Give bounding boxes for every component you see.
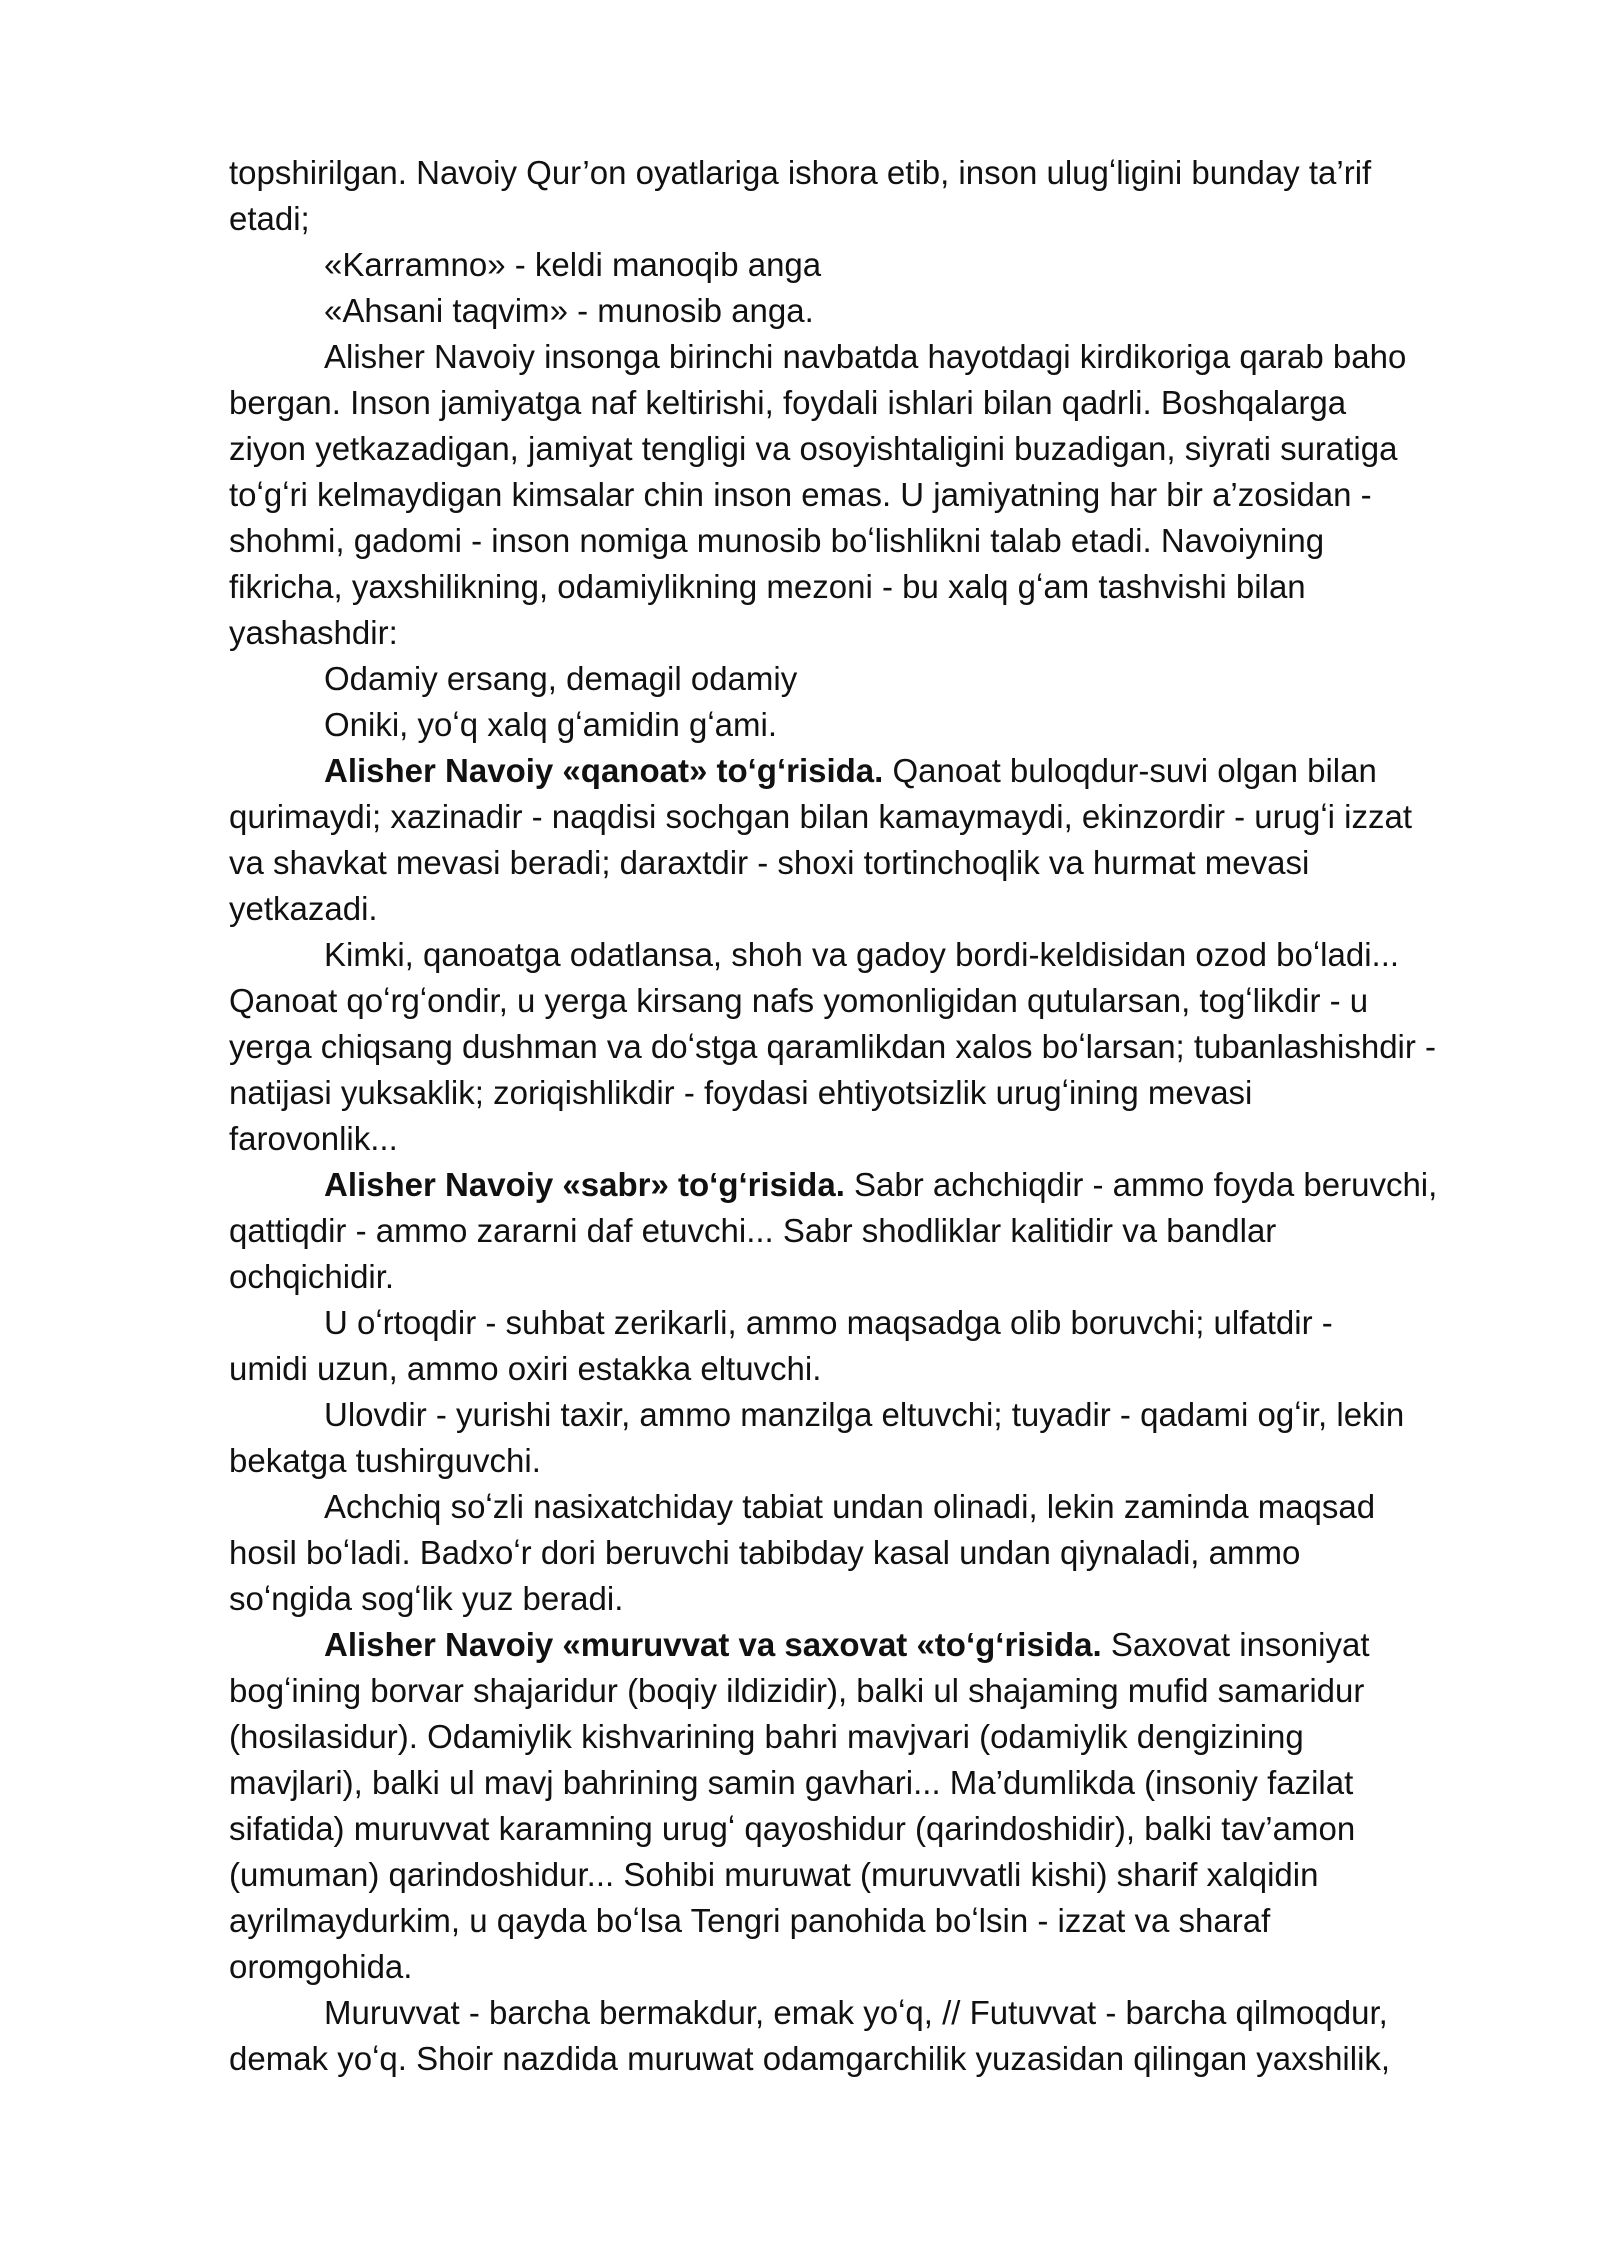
text-line: [229, 334, 1489, 380]
line-text: «Karramno» - keldi manoqib anga: [324, 246, 822, 283]
text-line: [229, 1300, 1489, 1346]
line-text: hosil boʻladi. Badxoʻr dori beruvchi tabibday kasal undan qiynaladi, ammo: [229, 1534, 1301, 1571]
line-text: Muruvvat - barcha bermakdur, emak yoʻq, // Futuvvat - barcha qilmoqdur,: [324, 1994, 1388, 2031]
line-text: shohmi, gadomi - inson nomiga munosib boʻlishlikni talab etadi. Navoiyning: [229, 522, 1325, 559]
text-line: [229, 840, 1489, 886]
text-line: [229, 150, 1489, 196]
line-text: etadi;: [229, 200, 310, 237]
text-line: [229, 1714, 1489, 1760]
line-text: U oʻrtoqdir - suhbat zerikarli, ammo maqsadga olib boruvchi; ulfatdir -: [324, 1304, 1333, 1341]
text-line: [229, 932, 1489, 978]
line-text: mavjlari), balki ul mavj bahrining samin gavhari... Ma’dumlikda (insoniy fazilat: [229, 1764, 1354, 1801]
line-text: natijasi yuksaklik; zoriqishlikdir - foydasi ehtiyotsizlik urugʻining mevasi: [229, 1074, 1253, 1111]
text-line: [229, 196, 1489, 242]
line-text: (umuman) qarindoshidur... Sohibi muruwat (muruvvatli kishi) sharif xalqidin: [229, 1856, 1319, 1893]
text-line: [229, 242, 1489, 288]
text-line: [229, 288, 1489, 334]
line-text: Kimki, qanoatga odatlansa, shoh va gadoy bordi-keldisidan ozod boʻladi...: [324, 936, 1400, 973]
line-text: ochqichidir.: [229, 1258, 395, 1295]
text-line: [229, 1484, 1489, 1530]
line-text: Alisher Navoiy insonga birinchi navbatda hayotdagi kirdikoriga qarab baho: [324, 338, 1407, 375]
text-line: [229, 380, 1489, 426]
text-line: [229, 1530, 1489, 1576]
text-line: [229, 1346, 1489, 1392]
line-text: Oniki, yoʻq xalq gʻamidin gʻami.: [324, 706, 778, 743]
text-line: [229, 978, 1489, 1024]
line-text: va shavkat mevasi beradi; daraxtdir - shoxi tortinchoqlik va hurmat mevasi: [229, 844, 1310, 881]
text-line: [229, 1668, 1489, 1714]
text-line: [229, 2036, 1489, 2082]
line-text: bekatga tushirguvchi.: [229, 1442, 541, 1479]
text-line: [229, 426, 1489, 472]
text-line: [229, 1576, 1489, 1622]
text-line: [229, 1162, 1489, 1208]
text-line: [229, 794, 1489, 840]
text-line: [229, 518, 1489, 564]
text-line: [229, 1852, 1489, 1898]
line-text: Odamiy ersang, demagil odamiy: [324, 660, 798, 697]
text-line: [229, 1760, 1489, 1806]
section-heading: Alisher Navoiy «qanoat» toʻgʻrisida.: [324, 752, 884, 789]
text-line: [229, 610, 1489, 656]
line-text: toʻgʻri kelmaydigan kimsalar chin inson emas. U jamiyatning har bir a’zosidan -: [229, 476, 1372, 513]
text-line: [229, 1208, 1489, 1254]
line-text: «Ahsani taqvim» - munosib anga.: [324, 292, 814, 329]
line-text: farovonlik...: [229, 1120, 398, 1157]
line-text: soʻngida sogʻlik yuz beradi.: [229, 1580, 624, 1617]
line-text: Sabr achchiqdir - ammo foyda beruvchi,: [844, 1166, 1438, 1203]
text-line: [229, 1024, 1489, 1070]
line-text: Saxovat insoniyat: [1101, 1626, 1370, 1663]
section-heading: Alisher Navoiy «muruvvat va saxovat «toʻgʻrisida.: [324, 1626, 1102, 1663]
line-text: ayrilmaydurkim, u qayda boʻlsa Tengri panohida boʻlsin - izzat va sharaf: [229, 1902, 1271, 1939]
line-text: qurimaydi; xazinadir - naqdisi sochgan bilan kamaymaydi, ekinzordir - urugʻi izzat: [229, 798, 1413, 835]
line-text: bergan. Inson jamiyatga naf keltirishi, foydali ishlari bilan qadrli. Boshqalarga: [229, 384, 1347, 421]
line-text: fikricha, yaxshilikning, odamiylikning mezoni - bu xalq gʻam tashvishi bilan: [229, 568, 1306, 605]
text-line: [229, 1944, 1489, 1990]
text-line: [229, 564, 1489, 610]
line-text: yerga chiqsang dushman va doʻstga qaramlikdan xalos boʻlarsan; tubanlashishdir -: [229, 1028, 1437, 1065]
line-text: bogʻining borvar shajaridur (boqiy ildizidir), balki ul shajaming mufid samaridur: [229, 1672, 1365, 1709]
line-text: Achchiq soʻzli nasixatchiday tabiat undan olinadi, lekin zaminda maqsad: [324, 1488, 1376, 1525]
line-text: yetkazadi.: [229, 890, 378, 927]
line-text: Qanoat qoʻrgʻondir, u yerga kirsang nafs yomonligidan qutularsan, togʻlikdir - u: [229, 982, 1369, 1019]
line-text: umidi uzun, ammo oxiri estakka eltuvchi.: [229, 1350, 822, 1387]
text-line: [229, 1806, 1489, 1852]
document-body: [229, 150, 1489, 2082]
line-text: ziyon yetkazadigan, jamiyat tengligi va osoyishtaligini buzadigan, siyrati suratiga: [229, 430, 1398, 467]
line-text: yashashdir:: [229, 614, 398, 651]
line-text: demak yoʻq. Shoir nazdida muruwat odamgarchilik yuzasidan qilingan yaxshilik,: [229, 2040, 1391, 2077]
text-line: [229, 1070, 1489, 1116]
text-line: [229, 1622, 1489, 1668]
text-line: [229, 1392, 1489, 1438]
section-heading: Alisher Navoiy «sabr» toʻgʻrisida.: [324, 1166, 845, 1203]
line-text: Qanoat buloqdur-suvi olgan bilan: [883, 752, 1377, 789]
text-line: [229, 1438, 1489, 1484]
text-line: [229, 1254, 1489, 1300]
text-line: [229, 1990, 1489, 2036]
line-text: qattiqdir - ammo zararni daf etuvchi... Sabr shodliklar kalitidir va bandlar: [229, 1212, 1277, 1249]
line-text: sifatida) muruvvat karamning urugʻ qayoshidur (qarindoshidir), balki tav’amon: [229, 1810, 1356, 1847]
text-line: [229, 656, 1489, 702]
text-line: [229, 1116, 1489, 1162]
text-line: [229, 702, 1489, 748]
text-line: [229, 886, 1489, 932]
line-text: topshirilgan. Navoiy Qur’on oyatlariga ishora etib, inson ulugʻligini bunday ta’rif: [229, 154, 1372, 191]
line-text: Ulovdir - yurishi taxir, ammo manzilga eltuvchi; tuyadir - qadami ogʻir, lekin: [324, 1396, 1405, 1433]
line-text: oromgohida.: [229, 1948, 413, 1985]
line-text: (hosilasidur). Odamiylik kishvarining bahri mavjvari (odamiylik dengizining: [229, 1718, 1304, 1755]
text-line: [229, 748, 1489, 794]
text-line: [229, 1898, 1489, 1944]
text-line: [229, 472, 1489, 518]
